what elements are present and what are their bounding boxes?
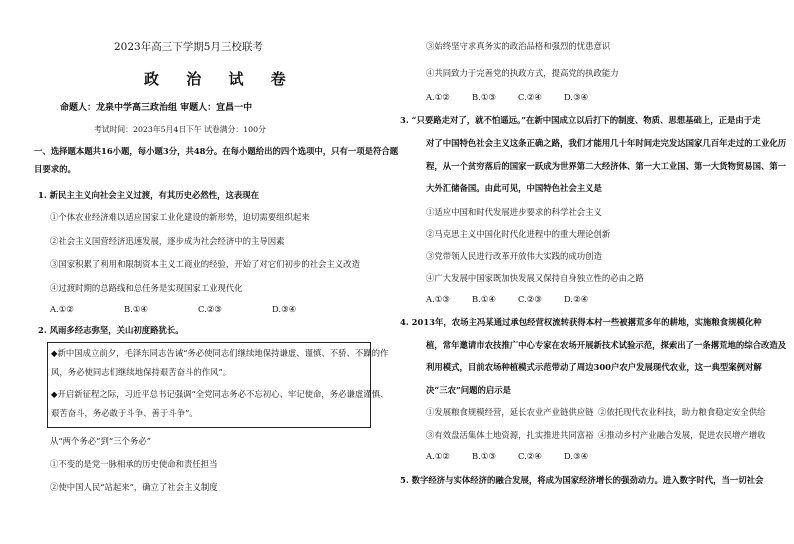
- q1-option-2: ②社会主义国营经济迅速发展，逐步成为社会经济中的主导因素: [50, 236, 285, 246]
- q1-choice-a: A.①②: [50, 304, 74, 314]
- q1-option-4: ④过渡时期的总路线和总任务是实现国家工业现代化: [50, 283, 243, 293]
- left-column: [34, 0, 399, 544]
- authors: 命题人：龙泉中学高三政治组 审题人：宜昌一中: [60, 103, 253, 113]
- q4-line-1: 4. 2013年，农场主冯某通过承包经营权流转获得本村一些被撂荒多年的耕地，实施粮食规模化种: [400, 317, 762, 327]
- q2-option-3: ③始终坚守求真务实的政治品格和强烈的忧患意识: [426, 41, 611, 51]
- q4-choice-a: A.①②: [426, 451, 450, 461]
- q2-choice-c: C.②④: [518, 92, 542, 102]
- q3-line-2: 对了中国特色社会主义这条正确之路，我们才能用几十年时间走完发达国家几百年走过的工业化历: [426, 138, 787, 148]
- q4-choice-b: B.①③: [472, 451, 496, 461]
- q4-line-2: 植，常年邀请市农技推广中心专家在农场开展新技术试验示范，探索出了一条撂荒地的综合改造及: [426, 340, 787, 350]
- q3-line-3: 程，从一个贫穷落后的国家一跃成为世界第二大经济体、第一大工业国、第一大货物贸易国、第一: [426, 161, 787, 171]
- q4-option-1: ①发展粮食规模经营，延长农业产业链供应链: [426, 407, 594, 417]
- q2-option-4: ④共同致力于完善党的执政方式，提高党的执政能力: [426, 68, 619, 78]
- q2-option-2: ②使中国人民“站起来”，确立了社会主义制度: [50, 482, 218, 492]
- q1-option-1: ①个体农业经济难以适应国家工业化建设的新形势，迫切需要组织起来: [50, 212, 310, 222]
- q3-choice-b: B.①④: [472, 294, 496, 304]
- q3-line-1: 3. “只要路走对了，就不怕遥远。”在新中国成立以后打下的制度、物质、思想基础上，正是由于走: [400, 115, 761, 125]
- section-heading-line1: 一、选择题本题共16小题，每小题3分，共48分。在每小题给出的四个选项中，只有一项是符合题: [34, 146, 399, 156]
- q3-option-2: ②马克思主义中国化时代化进程中的重大理论创新: [426, 229, 611, 239]
- q3-choice-c: C.②③: [518, 294, 542, 304]
- q5-line-1: 5. 数字经济与实体经济的融合发展，将成为国家经济增长的强劲动力。进入数字时代，当一切社会: [400, 475, 764, 485]
- section-heading-line2: 目要求的。: [34, 164, 76, 174]
- q4-choice-d: D.③④: [564, 451, 589, 461]
- q1-choice-c: C.②③: [198, 304, 222, 314]
- q1-choice-d: D.③④: [272, 304, 297, 314]
- q4-line-4: 决“三农”问题的启示是: [426, 385, 512, 395]
- q3-option-4: ④广大发展中国家既加快发展又保持自身独立性的必由之路: [426, 273, 644, 283]
- q1-choice-b: B.①④: [124, 304, 148, 314]
- quote-line-2: 风，务必使同志们继续地保持艰苦奋斗的作风”。: [51, 367, 232, 377]
- q2-stem: 2. 风雨多经志弥坚，关山初度路犹长。: [38, 325, 184, 335]
- q1-stem: 1. 新民主主义向社会主义过渡，有其历史必然性，这表现在: [38, 190, 260, 200]
- q2-choice-a: A.①②: [426, 92, 450, 102]
- quote-line-4: 艰苦奋斗，务必敢于斗争、善于斗争”。: [51, 408, 198, 418]
- quote-line-3: ◆开启新征程之际，习近平总书记强调“全党同志务必不忘初心、牢记使命，务必谦虚谨慎、: [51, 389, 389, 399]
- q2-option-1: ①不变的是党一脉相承的历史使命和责任担当: [50, 459, 218, 469]
- q2-from: 从“两个务必”到“三个务必”: [50, 436, 151, 446]
- q4-choice-c: C.②④: [518, 451, 542, 461]
- q3-choice-d: D.②④: [564, 294, 589, 304]
- subject-title: 政 治 试 卷: [144, 70, 297, 88]
- q1-option-3: ③国家积累了利用和限制资本主义工商业的经验，开始了对它们初步的社会主义改造: [50, 259, 360, 269]
- exam-meta: 考试时间：2023年5月4日下午 试卷满分：100分: [94, 125, 266, 134]
- q3-line-4: 大外汇储备国。由此可见，中国特色社会主义是: [426, 183, 602, 193]
- q4-line-3: 利用模式，目前农场种植模式示范带动了周边300户农户发展现代农业，这一典型案例对解: [426, 362, 762, 372]
- exam-title: 2023年高三下学期5月三校联考: [114, 41, 263, 53]
- q3-option-3: ③党带领人民进行改革开放伟大实践的成功创造: [426, 251, 602, 261]
- right-column: [400, 0, 787, 544]
- q3-option-1: ①适应中国和时代发展进步要求的科学社会主义: [426, 207, 602, 217]
- q4-option-2: ②依托现代农业科技，助力粮食稳定安全供给: [598, 407, 766, 417]
- q3-choice-a: A.①③: [426, 294, 450, 304]
- q4-option-3: ③有效盘活集体土地资源，扎实推进共同富裕: [426, 430, 594, 440]
- q2-choice-d: D.③④: [564, 92, 589, 102]
- q4-option-4: ④推动乡村产业融合发展，促进农民增产增收: [598, 430, 766, 440]
- quote-line-1: ◆新中国成立前夕，毛泽东同志告诫“务必使同志们继续地保持谦虚、谨慎、不骄、不躁的作: [51, 348, 389, 358]
- q2-choice-b: B.①③: [472, 92, 496, 102]
